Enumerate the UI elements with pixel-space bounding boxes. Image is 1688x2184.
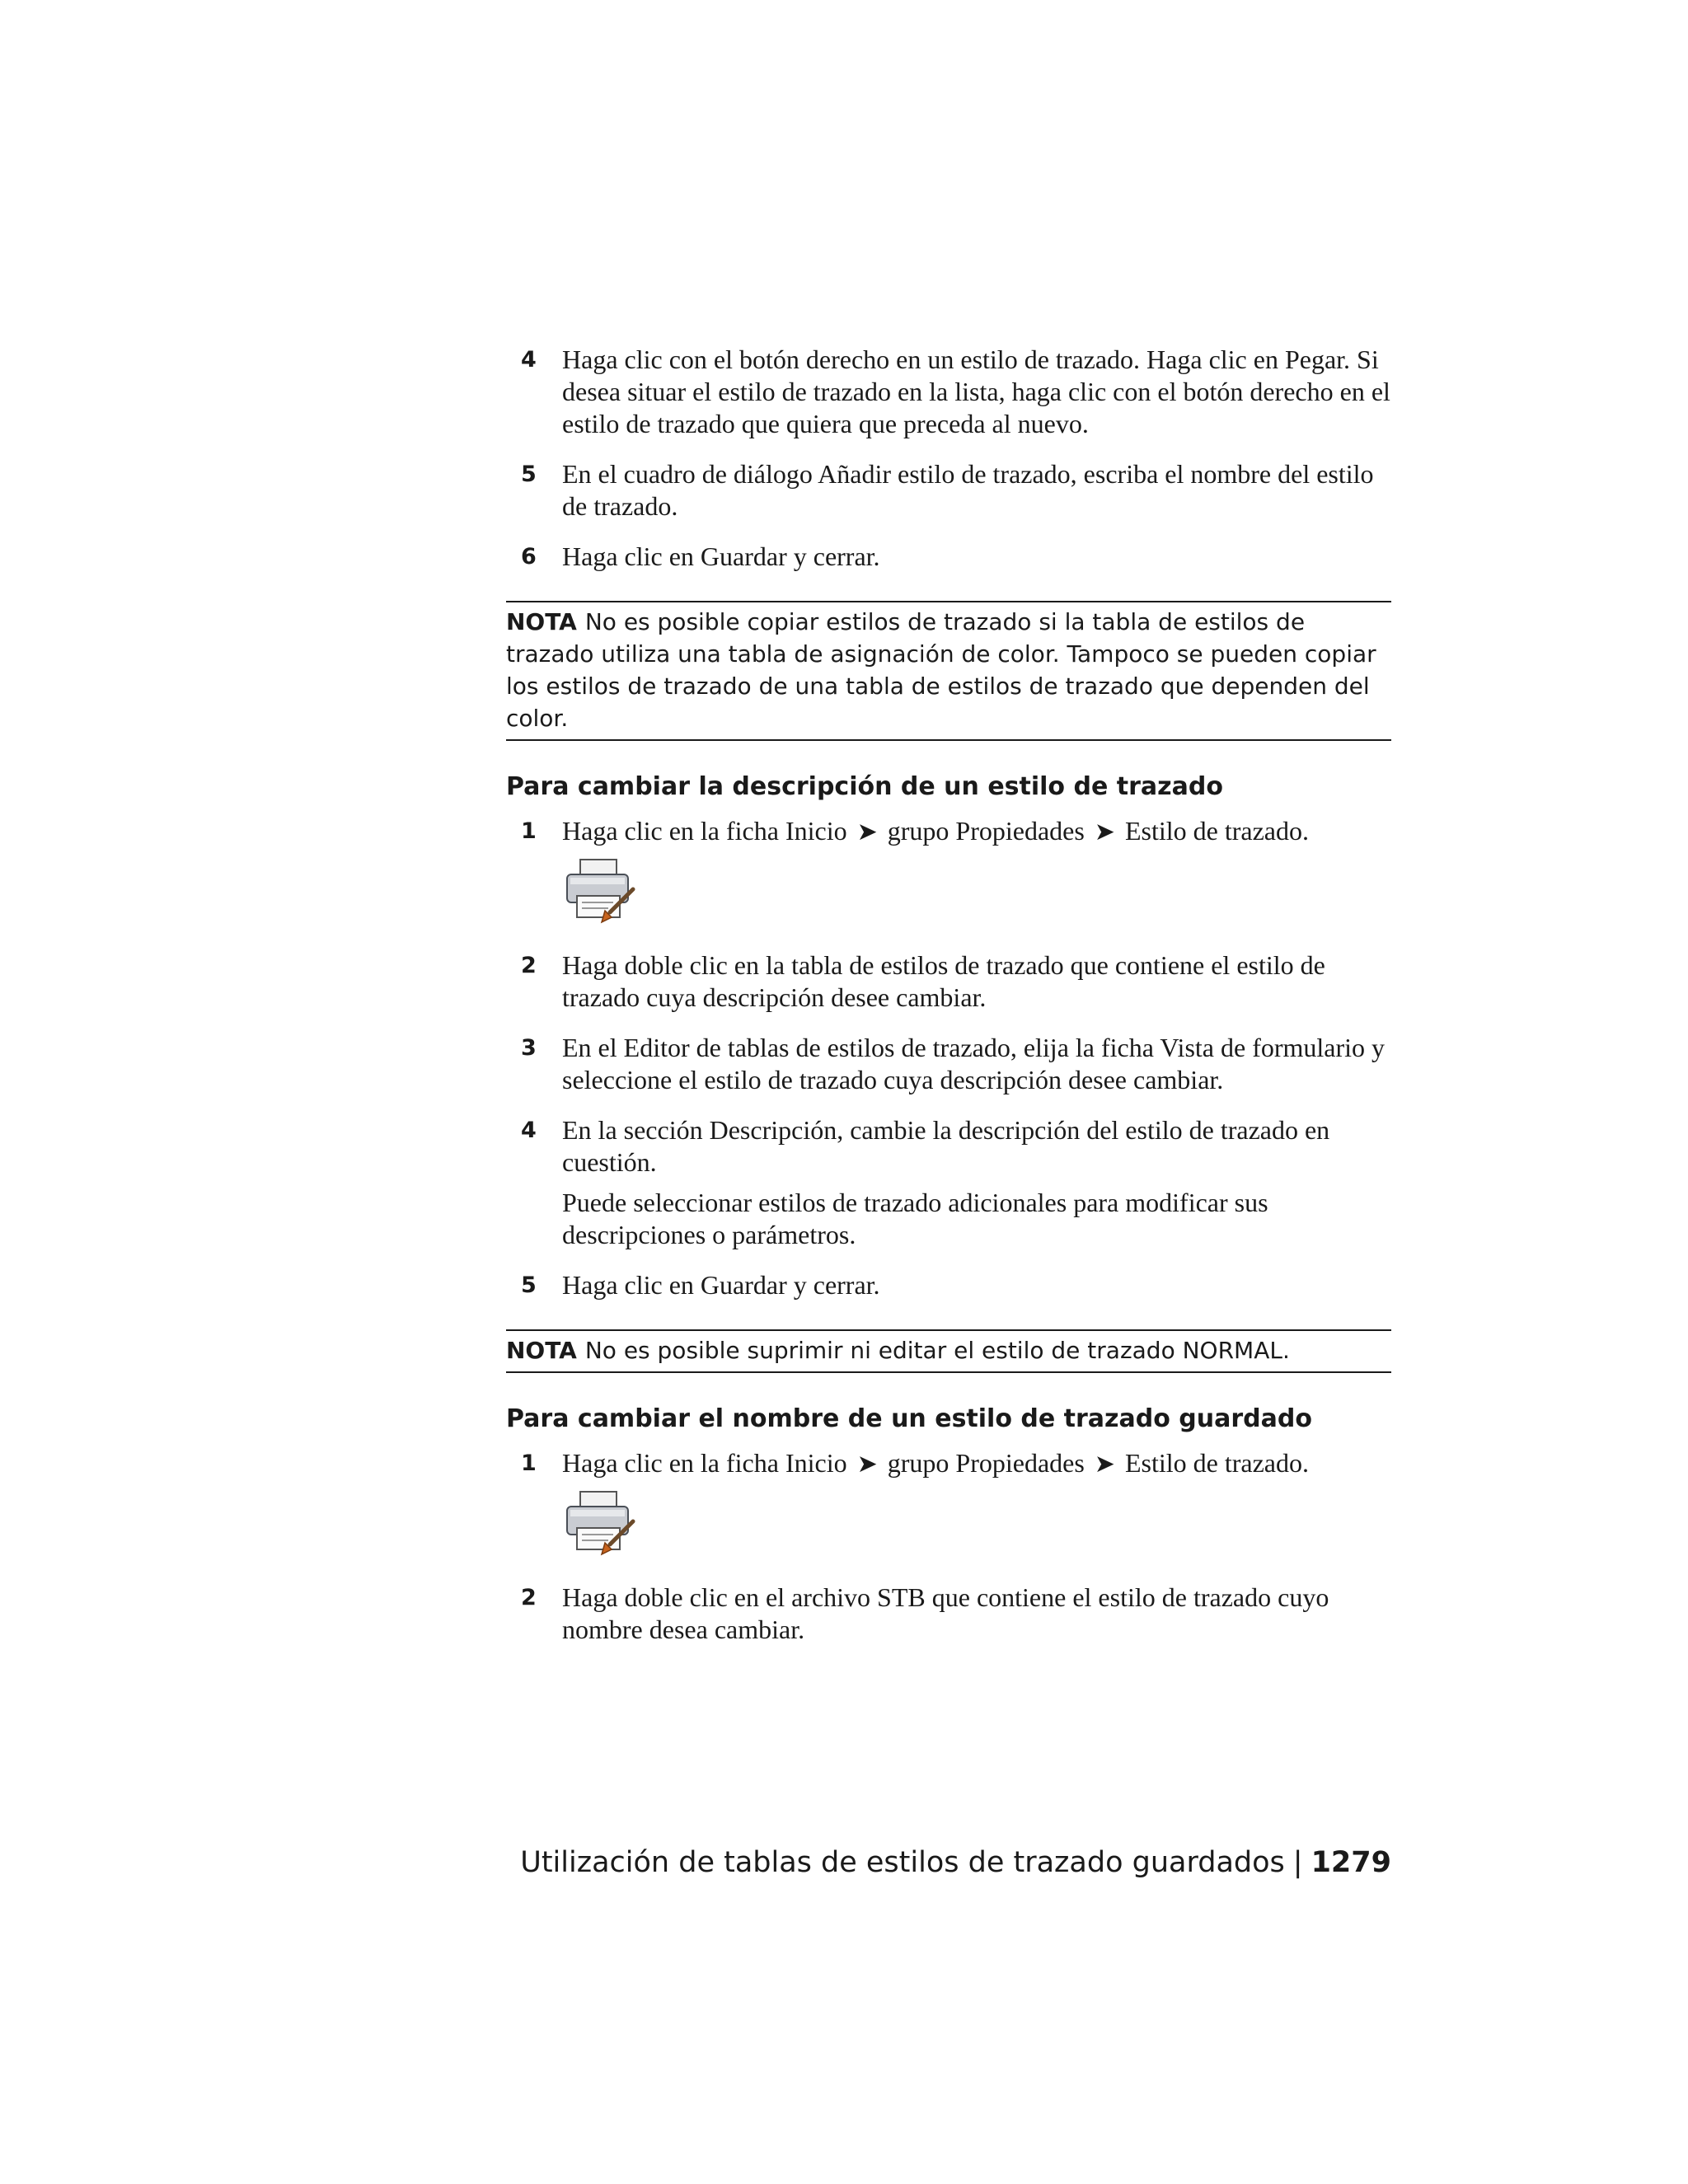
step-text: En la sección Descripción, cambie la descripción del estilo de trazado en cuestión. <box>562 1115 1330 1177</box>
step-text: Haga clic con el botón derecho en un estilo de trazado. Haga clic en Pegar. Si desea situar el estilo de trazado en la lista, haga clic con el botón derecho en el estilo de trazado que quiera que preceda al nuevo. <box>562 344 1390 438</box>
arrow-icon: ➤ <box>856 818 878 846</box>
step-text <box>562 1447 1391 1480</box>
step-number: 2 <box>521 953 537 978</box>
step-text: Haga doble clic en la tabla de estilos de trazado que contiene el estilo de trazado cuya descripción desee cambiar. <box>562 950 1325 1012</box>
step-3 <box>506 1032 1391 1096</box>
page-number: 1279 <box>1311 1846 1391 1879</box>
step-number: 3 <box>521 1035 537 1061</box>
ribbon-path-tab: Haga clic en la ficha Inicio <box>562 1448 847 1478</box>
arrow-icon: ➤ <box>1094 1451 1115 1478</box>
section-heading: Para cambiar la descripción de un estilo de trazado <box>506 772 1223 801</box>
step-2 <box>506 1582 1391 1646</box>
step-4 <box>506 344 1391 440</box>
step-text: En el Editor de tablas de estilos de trazado, elija la ficha Vista de formulario y seleccione el estilo de trazado cuya descripción desee cambiar. <box>562 1033 1386 1094</box>
page-footer <box>520 1846 1391 1879</box>
step-number: 4 <box>521 347 537 373</box>
step-number: 6 <box>521 544 537 569</box>
footer-title: Utilización de tablas de estilos de trazado guardados <box>520 1846 1285 1879</box>
ribbon-path-panel: grupo Propiedades <box>887 816 1085 846</box>
ribbon-path-panel: grupo Propiedades <box>887 1448 1085 1478</box>
step-6 <box>506 541 1391 573</box>
step-5 <box>506 458 1391 523</box>
arrow-icon: ➤ <box>1094 818 1115 846</box>
step-number: 2 <box>521 1585 537 1610</box>
step-text: En el cuadro de diálogo Añadir estilo de trazado, escriba el nombre del estilo de trazado. <box>562 459 1374 521</box>
step-text: Haga clic en Guardar y cerrar. <box>562 541 880 571</box>
note-text: No es posible suprimir ni editar el estilo de trazado NORMAL. <box>584 1337 1290 1364</box>
ribbon-path-tab: Haga clic en la ficha Inicio <box>562 816 847 846</box>
step-extra-text: Puede seleccionar estilos de trazado adicionales para modificar sus descripciones o parámetros. <box>562 1188 1268 1249</box>
note-text: No es posible copiar estilos de trazado si la tabla de estilos de trazado utiliza una tabla de asignación de color. Tampoco se pueden copiar los estilos de trazado de una tabla de estilos de trazado que dependen del color. <box>506 608 1376 732</box>
note-label: NOTA <box>506 1337 577 1364</box>
note-label: NOTA <box>506 608 577 635</box>
footer-separator: | <box>1292 1846 1303 1879</box>
section-heading: Para cambiar el nombre de un estilo de trazado guardado <box>506 1404 1312 1433</box>
step-number: 1 <box>521 1451 537 1476</box>
plot-style-printer-icon <box>562 1488 636 1556</box>
step-number: 1 <box>521 818 537 844</box>
note-box <box>506 601 1391 741</box>
document-body <box>506 344 1391 1664</box>
plot-style-printer-icon <box>562 856 636 924</box>
step-text: Haga doble clic en el archivo STB que contiene el estilo de trazado cuyo nombre desea cambiar. <box>562 1582 1329 1644</box>
step-number: 4 <box>521 1118 537 1143</box>
ribbon-path-command: Estilo de trazado. <box>1124 1448 1309 1478</box>
step-text: Haga clic en Guardar y cerrar. <box>562 1270 880 1300</box>
arrow-icon: ➤ <box>856 1451 878 1478</box>
step-5 <box>506 1269 1391 1301</box>
step-text <box>562 815 1391 848</box>
step-1 <box>506 1447 1391 1563</box>
step-4 <box>506 1114 1391 1251</box>
note-box <box>506 1329 1391 1373</box>
step-number: 5 <box>521 462 537 487</box>
step-2 <box>506 949 1391 1014</box>
ribbon-path-command: Estilo de trazado. <box>1124 816 1309 846</box>
step-number: 5 <box>521 1272 537 1298</box>
step-1 <box>506 815 1391 931</box>
